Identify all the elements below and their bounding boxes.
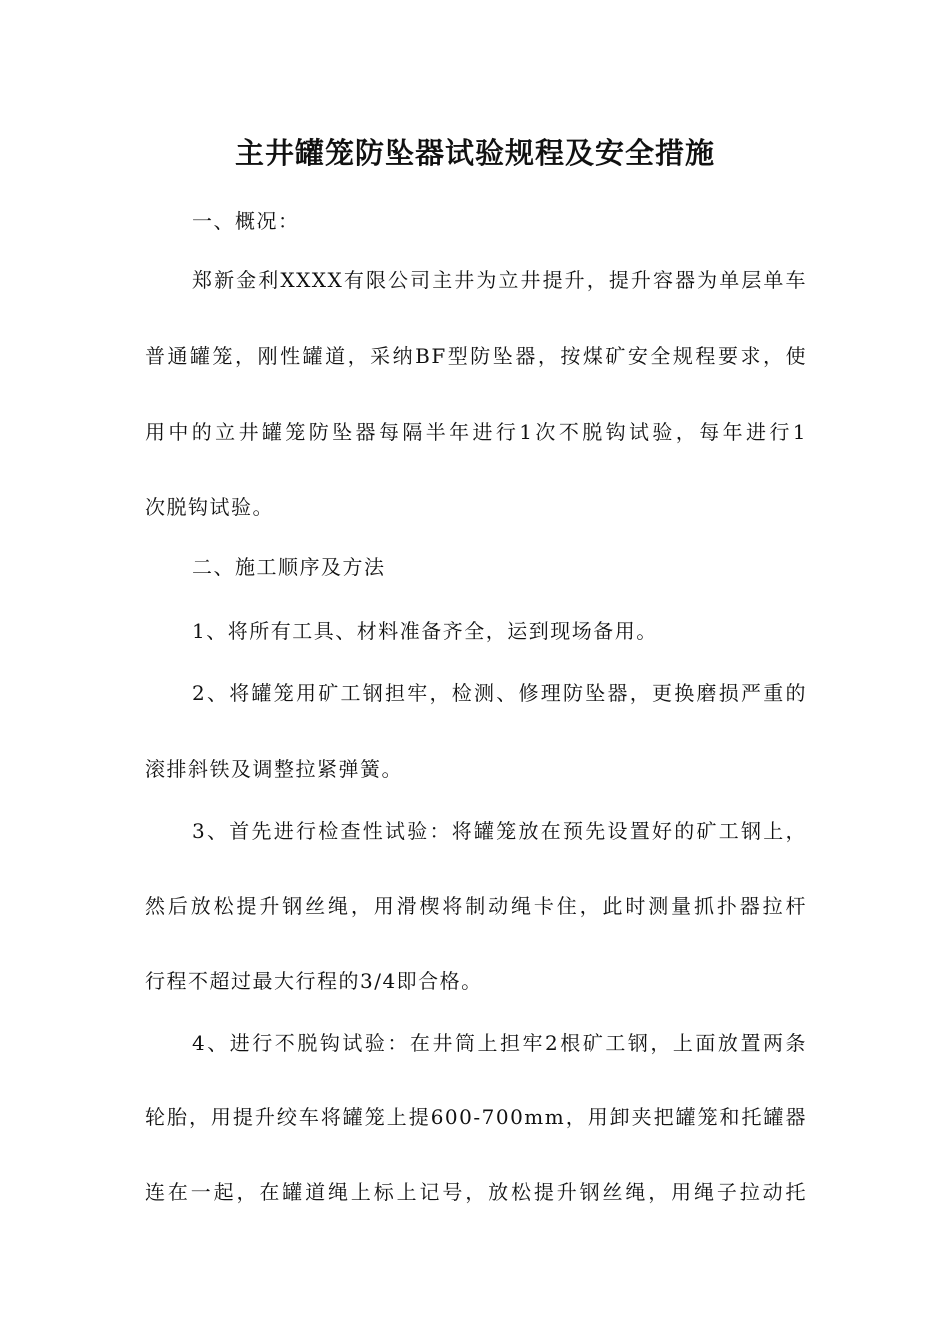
paragraph-line: 轮胎，用提升绞车将罐笼上提600-700mm，用卸夹把罐笼和托罐器 xyxy=(145,1105,807,1129)
section-heading-overview: 一、概况： xyxy=(192,209,300,233)
paragraph-line: 普通罐笼，刚性罐道，采纳BF型防坠器，按煤矿安全规程要求，使 xyxy=(145,344,807,368)
paragraph-line: 行程不超过最大行程的3/4即合格。 xyxy=(145,969,483,993)
paragraph-line: 用中的立井罐笼防坠器每隔半年进行1次不脱钩试验，每年进行1 xyxy=(145,420,807,444)
paragraph-line: 次脱钩试验。 xyxy=(145,495,274,519)
paragraph-line: 滚排斜铁及调整拉紧弹簧。 xyxy=(145,757,403,781)
paragraph-line: 郑新金利XXXX有限公司主井为立井提升，提升容器为单层单车 xyxy=(192,268,807,292)
paragraph-line: 连在一起，在罐道绳上标上记号，放松提升钢丝绳，用绳子拉动托 xyxy=(145,1180,807,1204)
list-item: 4、进行不脱钩试验：在井筒上担牢2根矿工钢，上面放置两条 xyxy=(192,1031,807,1055)
list-item: 1、将所有工具、材料准备齐全，运到现场备用。 xyxy=(192,619,658,643)
paragraph-line: 然后放松提升钢丝绳，用滑楔将制动绳卡住，此时测量抓扑器拉杆 xyxy=(145,894,807,918)
section-heading-procedure: 二、施工顺序及方法 xyxy=(192,555,386,579)
list-item: 2、将罐笼用矿工钢担牢，检测、修理防坠器，更换磨损严重的 xyxy=(192,681,807,705)
document-title: 主井罐笼防坠器试验规程及安全措施 xyxy=(234,136,715,170)
list-item: 3、首先进行检查性试验：将罐笼放在预先设置好的矿工钢上， xyxy=(192,819,807,843)
